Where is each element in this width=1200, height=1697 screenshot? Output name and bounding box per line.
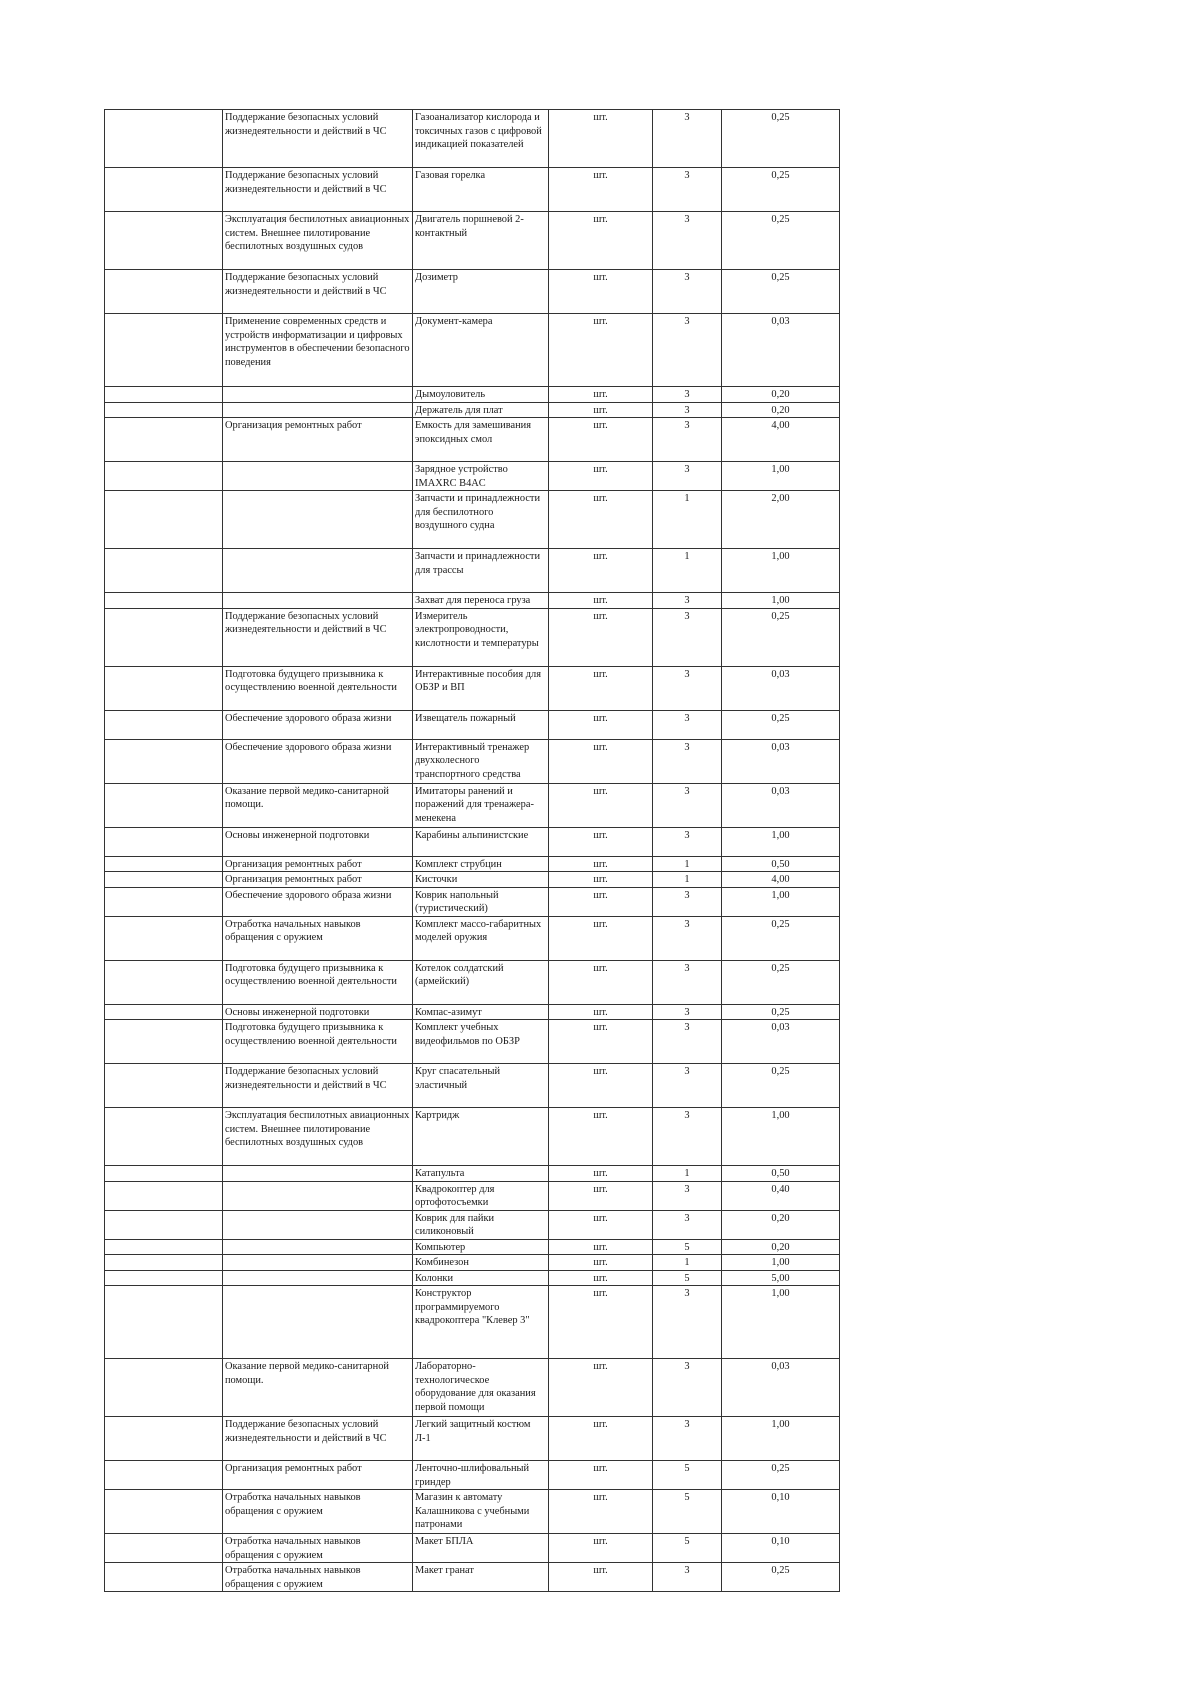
- item-name-cell: Макет БПЛА: [413, 1534, 549, 1563]
- table-row: [105, 916, 840, 960]
- unit-cell: шт.: [549, 916, 653, 960]
- item-name-cell: Захват для переноса груза: [413, 593, 549, 609]
- table-row: [105, 666, 840, 710]
- section-cell: [223, 402, 413, 418]
- coefficient-cell: 0,10: [722, 1490, 840, 1534]
- quantity-cell: 3: [653, 887, 722, 916]
- unit-cell: шт.: [549, 827, 653, 856]
- item-name-cell: Круг спасательный эластичный: [413, 1064, 549, 1108]
- table-row: [105, 462, 840, 491]
- coefficient-cell: 2,00: [722, 491, 840, 549]
- quantity-cell: 3: [653, 608, 722, 666]
- unit-cell: шт.: [549, 739, 653, 783]
- coefficient-cell: 1,00: [722, 827, 840, 856]
- item-name-cell: Комплект массо-габаритных моделей оружия: [413, 916, 549, 960]
- coefficient-cell: 0,03: [722, 1020, 840, 1064]
- row-number-cell: [105, 1534, 223, 1563]
- section-cell: Эксплуатация беспилотных авиационных систем. Внешнее пилотирование беспилотных воздушных судов: [223, 212, 413, 270]
- coefficient-cell: 0,03: [722, 666, 840, 710]
- section-cell: Подготовка будущего призывника к осуществлению военной деятельности: [223, 666, 413, 710]
- coefficient-cell: 0,03: [722, 739, 840, 783]
- quantity-cell: 3: [653, 110, 722, 168]
- item-name-cell: Интерактивные пособия для ОБЗР и ВП: [413, 666, 549, 710]
- row-number-cell: [105, 872, 223, 888]
- row-number-cell: [105, 212, 223, 270]
- table-row: [105, 1563, 840, 1592]
- row-number-cell: [105, 1064, 223, 1108]
- row-number-cell: [105, 110, 223, 168]
- item-name-cell: Комбинезон: [413, 1255, 549, 1271]
- table-row: [105, 1004, 840, 1020]
- table-row: [105, 491, 840, 549]
- quantity-cell: 3: [653, 270, 722, 314]
- coefficient-cell: 0,03: [722, 314, 840, 387]
- table-row: [105, 710, 840, 739]
- coefficient-cell: 0,25: [722, 168, 840, 212]
- row-number-cell: [105, 1286, 223, 1359]
- equipment-table: [104, 109, 840, 1592]
- row-number-cell: [105, 1490, 223, 1534]
- table-row: [105, 1166, 840, 1182]
- unit-cell: шт.: [549, 1359, 653, 1417]
- coefficient-cell: 0,20: [722, 402, 840, 418]
- table-row: [105, 827, 840, 856]
- coefficient-cell: 1,00: [722, 1417, 840, 1461]
- table-row: [105, 1239, 840, 1255]
- coefficient-cell: 0,25: [722, 110, 840, 168]
- table-row: [105, 1210, 840, 1239]
- item-name-cell: Картридж: [413, 1108, 549, 1166]
- section-cell: Организация ремонтных работ: [223, 418, 413, 462]
- unit-cell: шт.: [549, 387, 653, 403]
- row-number-cell: [105, 1255, 223, 1271]
- equipment-table-body: [105, 110, 840, 1592]
- section-cell: Обеспечение здорового образа жизни: [223, 710, 413, 739]
- item-name-cell: Держатель для плат: [413, 402, 549, 418]
- unit-cell: шт.: [549, 549, 653, 593]
- coefficient-cell: 1,00: [722, 1108, 840, 1166]
- unit-cell: шт.: [549, 270, 653, 314]
- unit-cell: шт.: [549, 1490, 653, 1534]
- item-name-cell: Двигатель поршневой 2-контактный: [413, 212, 549, 270]
- row-number-cell: [105, 783, 223, 827]
- table-row: [105, 549, 840, 593]
- table-row: [105, 1255, 840, 1271]
- quantity-cell: 5: [653, 1461, 722, 1490]
- coefficient-cell: 0,25: [722, 916, 840, 960]
- item-name-cell: Компас-азимут: [413, 1004, 549, 1020]
- coefficient-cell: 0,40: [722, 1181, 840, 1210]
- coefficient-cell: 1,00: [722, 1286, 840, 1359]
- row-number-cell: [105, 827, 223, 856]
- row-number-cell: [105, 960, 223, 1004]
- unit-cell: шт.: [549, 666, 653, 710]
- section-cell: Основы инженерной подготовки: [223, 827, 413, 856]
- quantity-cell: 3: [653, 916, 722, 960]
- unit-cell: шт.: [549, 710, 653, 739]
- item-name-cell: Ленточно-шлифовальный гриндер: [413, 1461, 549, 1490]
- item-name-cell: Колонки: [413, 1270, 549, 1286]
- quantity-cell: 5: [653, 1239, 722, 1255]
- item-name-cell: Запчасти и принадлежности для беспилотного воздушного судна: [413, 491, 549, 549]
- table-row: [105, 402, 840, 418]
- coefficient-cell: 0,10: [722, 1534, 840, 1563]
- quantity-cell: 1: [653, 856, 722, 872]
- table-row: [105, 1020, 840, 1064]
- section-cell: Поддержание безопасных условий жизнедеятельности и действий в ЧС: [223, 168, 413, 212]
- coefficient-cell: 0,25: [722, 1064, 840, 1108]
- quantity-cell: 3: [653, 827, 722, 856]
- quantity-cell: 1: [653, 491, 722, 549]
- table-row: [105, 212, 840, 270]
- item-name-cell: Комплект струбцин: [413, 856, 549, 872]
- item-name-cell: Квадрокоптер для ортофотосъемки: [413, 1181, 549, 1210]
- table-row: [105, 418, 840, 462]
- section-cell: Отработка начальных навыков обращения с оружием: [223, 1490, 413, 1534]
- section-cell: Оказание первой медико-санитарной помощи.: [223, 783, 413, 827]
- table-row: [105, 783, 840, 827]
- quantity-cell: 1: [653, 549, 722, 593]
- row-number-cell: [105, 1239, 223, 1255]
- row-number-cell: [105, 1270, 223, 1286]
- table-row: [105, 1534, 840, 1563]
- table-row: [105, 1490, 840, 1534]
- table-row: [105, 856, 840, 872]
- unit-cell: шт.: [549, 887, 653, 916]
- section-cell: [223, 387, 413, 403]
- section-cell: [223, 462, 413, 491]
- quantity-cell: 3: [653, 1286, 722, 1359]
- unit-cell: шт.: [549, 402, 653, 418]
- item-name-cell: Имитаторы ранений и поражений для тренажера-менекена: [413, 783, 549, 827]
- coefficient-cell: 1,00: [722, 887, 840, 916]
- row-number-cell: [105, 608, 223, 666]
- row-number-cell: [105, 418, 223, 462]
- item-name-cell: Лабораторно-технологическое оборудование для оказания первой помощи: [413, 1359, 549, 1417]
- section-cell: Эксплуатация беспилотных авиационных систем. Внешнее пилотирование беспилотных воздушных судов: [223, 1108, 413, 1166]
- quantity-cell: 3: [653, 1359, 722, 1417]
- coefficient-cell: 0,50: [722, 856, 840, 872]
- section-cell: Обеспечение здорового образа жизни: [223, 887, 413, 916]
- section-cell: Основы инженерной подготовки: [223, 1004, 413, 1020]
- unit-cell: шт.: [549, 1004, 653, 1020]
- table-row: [105, 608, 840, 666]
- quantity-cell: 5: [653, 1270, 722, 1286]
- quantity-cell: 3: [653, 387, 722, 403]
- table-row: [105, 1181, 840, 1210]
- table-row: [105, 739, 840, 783]
- section-cell: [223, 1239, 413, 1255]
- coefficient-cell: 0,25: [722, 270, 840, 314]
- unit-cell: шт.: [549, 1255, 653, 1271]
- section-cell: [223, 1166, 413, 1182]
- unit-cell: шт.: [549, 314, 653, 387]
- quantity-cell: 3: [653, 1004, 722, 1020]
- row-number-cell: [105, 462, 223, 491]
- unit-cell: шт.: [549, 462, 653, 491]
- quantity-cell: 1: [653, 1255, 722, 1271]
- coefficient-cell: 0,20: [722, 1210, 840, 1239]
- item-name-cell: Кисточки: [413, 872, 549, 888]
- quantity-cell: 3: [653, 1108, 722, 1166]
- row-number-cell: [105, 1108, 223, 1166]
- row-number-cell: [105, 1210, 223, 1239]
- section-cell: Поддержание безопасных условий жизнедеятельности и действий в ЧС: [223, 1064, 413, 1108]
- section-cell: Отработка начальных навыков обращения с оружием: [223, 916, 413, 960]
- quantity-cell: 5: [653, 1490, 722, 1534]
- table-row: [105, 1286, 840, 1359]
- item-name-cell: Макет гранат: [413, 1563, 549, 1592]
- row-number-cell: [105, 549, 223, 593]
- section-cell: Организация ремонтных работ: [223, 856, 413, 872]
- item-name-cell: Карабины альпинистские: [413, 827, 549, 856]
- quantity-cell: 3: [653, 462, 722, 491]
- item-name-cell: Котелок солдатский (армейский): [413, 960, 549, 1004]
- unit-cell: шт.: [549, 418, 653, 462]
- section-cell: [223, 549, 413, 593]
- item-name-cell: Извещатель пожарный: [413, 710, 549, 739]
- section-cell: [223, 1210, 413, 1239]
- quantity-cell: 1: [653, 1166, 722, 1182]
- coefficient-cell: 1,00: [722, 1255, 840, 1271]
- unit-cell: шт.: [549, 1563, 653, 1592]
- item-name-cell: Газовая горелка: [413, 168, 549, 212]
- coefficient-cell: 0,20: [722, 1239, 840, 1255]
- row-number-cell: [105, 1359, 223, 1417]
- quantity-cell: 3: [653, 1064, 722, 1108]
- quantity-cell: 3: [653, 168, 722, 212]
- item-name-cell: Дымоуловитель: [413, 387, 549, 403]
- unit-cell: шт.: [549, 1181, 653, 1210]
- section-cell: Поддержание безопасных условий жизнедеятельности и действий в ЧС: [223, 270, 413, 314]
- table-row: [105, 387, 840, 403]
- section-cell: Организация ремонтных работ: [223, 1461, 413, 1490]
- unit-cell: шт.: [549, 168, 653, 212]
- section-cell: [223, 1286, 413, 1359]
- section-cell: [223, 1255, 413, 1271]
- unit-cell: шт.: [549, 872, 653, 888]
- unit-cell: шт.: [549, 593, 653, 609]
- section-cell: Организация ремонтных работ: [223, 872, 413, 888]
- section-cell: [223, 1181, 413, 1210]
- item-name-cell: Емкость для замешивания эпоксидных смол: [413, 418, 549, 462]
- item-name-cell: Компьютер: [413, 1239, 549, 1255]
- unit-cell: шт.: [549, 1461, 653, 1490]
- table-row: [105, 110, 840, 168]
- table-row: [105, 1064, 840, 1108]
- row-number-cell: [105, 666, 223, 710]
- table-row: [105, 887, 840, 916]
- item-name-cell: Газоанализатор кислорода и токсичных газов с цифровой индикацией показателей: [413, 110, 549, 168]
- section-cell: Поддержание безопасных условий жизнедеятельности и действий в ЧС: [223, 608, 413, 666]
- quantity-cell: 3: [653, 960, 722, 1004]
- unit-cell: шт.: [549, 1064, 653, 1108]
- row-number-cell: [105, 1563, 223, 1592]
- item-name-cell: Катапульта: [413, 1166, 549, 1182]
- table-row: [105, 1270, 840, 1286]
- table-row: [105, 270, 840, 314]
- table-row: [105, 1417, 840, 1461]
- section-cell: Подготовка будущего призывника к осуществлению военной деятельности: [223, 1020, 413, 1064]
- item-name-cell: Коврик напольный (туристический): [413, 887, 549, 916]
- item-name-cell: Зарядное устройство IMAXRC B4AC: [413, 462, 549, 491]
- table-row: [105, 1108, 840, 1166]
- coefficient-cell: 1,00: [722, 462, 840, 491]
- unit-cell: шт.: [549, 212, 653, 270]
- item-name-cell: Интерактивный тренажер двухколесного транспортного средства: [413, 739, 549, 783]
- coefficient-cell: 0,50: [722, 1166, 840, 1182]
- section-cell: Отработка начальных навыков обращения с оружием: [223, 1563, 413, 1592]
- row-number-cell: [105, 270, 223, 314]
- row-number-cell: [105, 593, 223, 609]
- quantity-cell: 3: [653, 783, 722, 827]
- section-cell: Обеспечение здорового образа жизни: [223, 739, 413, 783]
- row-number-cell: [105, 168, 223, 212]
- unit-cell: шт.: [549, 1239, 653, 1255]
- unit-cell: шт.: [549, 491, 653, 549]
- coefficient-cell: 4,00: [722, 418, 840, 462]
- item-name-cell: Магазин к автомату Калашникова с учебными патронами: [413, 1490, 549, 1534]
- unit-cell: шт.: [549, 856, 653, 872]
- coefficient-cell: 0,25: [722, 608, 840, 666]
- coefficient-cell: 0,25: [722, 960, 840, 1004]
- table-row: [105, 168, 840, 212]
- coefficient-cell: 0,25: [722, 1004, 840, 1020]
- section-cell: Применение современных средств и устройств информатизации и цифровых инструментов в обеспечении безопасного поведения: [223, 314, 413, 387]
- unit-cell: шт.: [549, 1270, 653, 1286]
- section-cell: Подготовка будущего призывника к осуществлению военной деятельности: [223, 960, 413, 1004]
- table-row: [105, 872, 840, 888]
- table-row: [105, 1461, 840, 1490]
- section-cell: Отработка начальных навыков обращения с оружием: [223, 1534, 413, 1563]
- coefficient-cell: 0,03: [722, 783, 840, 827]
- unit-cell: шт.: [549, 1108, 653, 1166]
- coefficient-cell: 0,25: [722, 1461, 840, 1490]
- section-cell: Поддержание безопасных условий жизнедеятельности и действий в ЧС: [223, 110, 413, 168]
- coefficient-cell: 0,25: [722, 212, 840, 270]
- row-number-cell: [105, 314, 223, 387]
- row-number-cell: [105, 491, 223, 549]
- item-name-cell: Комплект учебных видеофильмов по ОБЗР: [413, 1020, 549, 1064]
- quantity-cell: 3: [653, 212, 722, 270]
- coefficient-cell: 0,25: [722, 710, 840, 739]
- quantity-cell: 3: [653, 593, 722, 609]
- quantity-cell: 5: [653, 1534, 722, 1563]
- row-number-cell: [105, 1020, 223, 1064]
- unit-cell: шт.: [549, 1210, 653, 1239]
- item-name-cell: Документ-камера: [413, 314, 549, 387]
- item-name-cell: Запчасти и принадлежности для трассы: [413, 549, 549, 593]
- coefficient-cell: 1,00: [722, 549, 840, 593]
- row-number-cell: [105, 739, 223, 783]
- unit-cell: шт.: [549, 783, 653, 827]
- row-number-cell: [105, 402, 223, 418]
- table-row: [105, 960, 840, 1004]
- quantity-cell: 3: [653, 1020, 722, 1064]
- quantity-cell: 3: [653, 418, 722, 462]
- section-cell: [223, 593, 413, 609]
- quantity-cell: 3: [653, 1417, 722, 1461]
- quantity-cell: 3: [653, 1181, 722, 1210]
- unit-cell: шт.: [549, 960, 653, 1004]
- quantity-cell: 3: [653, 739, 722, 783]
- row-number-cell: [105, 1181, 223, 1210]
- unit-cell: шт.: [549, 1020, 653, 1064]
- row-number-cell: [105, 710, 223, 739]
- row-number-cell: [105, 887, 223, 916]
- item-name-cell: Конструктор программируемого квадрокоптера "Клевер 3": [413, 1286, 549, 1359]
- quantity-cell: 3: [653, 402, 722, 418]
- row-number-cell: [105, 856, 223, 872]
- item-name-cell: Дозиметр: [413, 270, 549, 314]
- unit-cell: шт.: [549, 1286, 653, 1359]
- unit-cell: шт.: [549, 608, 653, 666]
- row-number-cell: [105, 1004, 223, 1020]
- quantity-cell: 3: [653, 314, 722, 387]
- quantity-cell: 3: [653, 1563, 722, 1592]
- section-cell: [223, 491, 413, 549]
- row-number-cell: [105, 1166, 223, 1182]
- quantity-cell: 3: [653, 710, 722, 739]
- coefficient-cell: 5,00: [722, 1270, 840, 1286]
- coefficient-cell: 0,20: [722, 387, 840, 403]
- table-row: [105, 593, 840, 609]
- unit-cell: шт.: [549, 110, 653, 168]
- quantity-cell: 3: [653, 1210, 722, 1239]
- row-number-cell: [105, 1417, 223, 1461]
- row-number-cell: [105, 1461, 223, 1490]
- unit-cell: шт.: [549, 1417, 653, 1461]
- table-row: [105, 1359, 840, 1417]
- row-number-cell: [105, 387, 223, 403]
- quantity-cell: 1: [653, 872, 722, 888]
- table-row: [105, 314, 840, 387]
- row-number-cell: [105, 916, 223, 960]
- coefficient-cell: 1,00: [722, 593, 840, 609]
- unit-cell: шт.: [549, 1166, 653, 1182]
- coefficient-cell: 0,25: [722, 1563, 840, 1592]
- unit-cell: шт.: [549, 1534, 653, 1563]
- coefficient-cell: 4,00: [722, 872, 840, 888]
- section-cell: [223, 1270, 413, 1286]
- item-name-cell: Коврик для пайки силиконовый: [413, 1210, 549, 1239]
- section-cell: Оказание первой медико-санитарной помощи.: [223, 1359, 413, 1417]
- item-name-cell: Измеритель электропроводности, кислотности и температуры: [413, 608, 549, 666]
- quantity-cell: 3: [653, 666, 722, 710]
- section-cell: Поддержание безопасных условий жизнедеятельности и действий в ЧС: [223, 1417, 413, 1461]
- item-name-cell: Легкий защитный костюм Л-1: [413, 1417, 549, 1461]
- coefficient-cell: 0,03: [722, 1359, 840, 1417]
